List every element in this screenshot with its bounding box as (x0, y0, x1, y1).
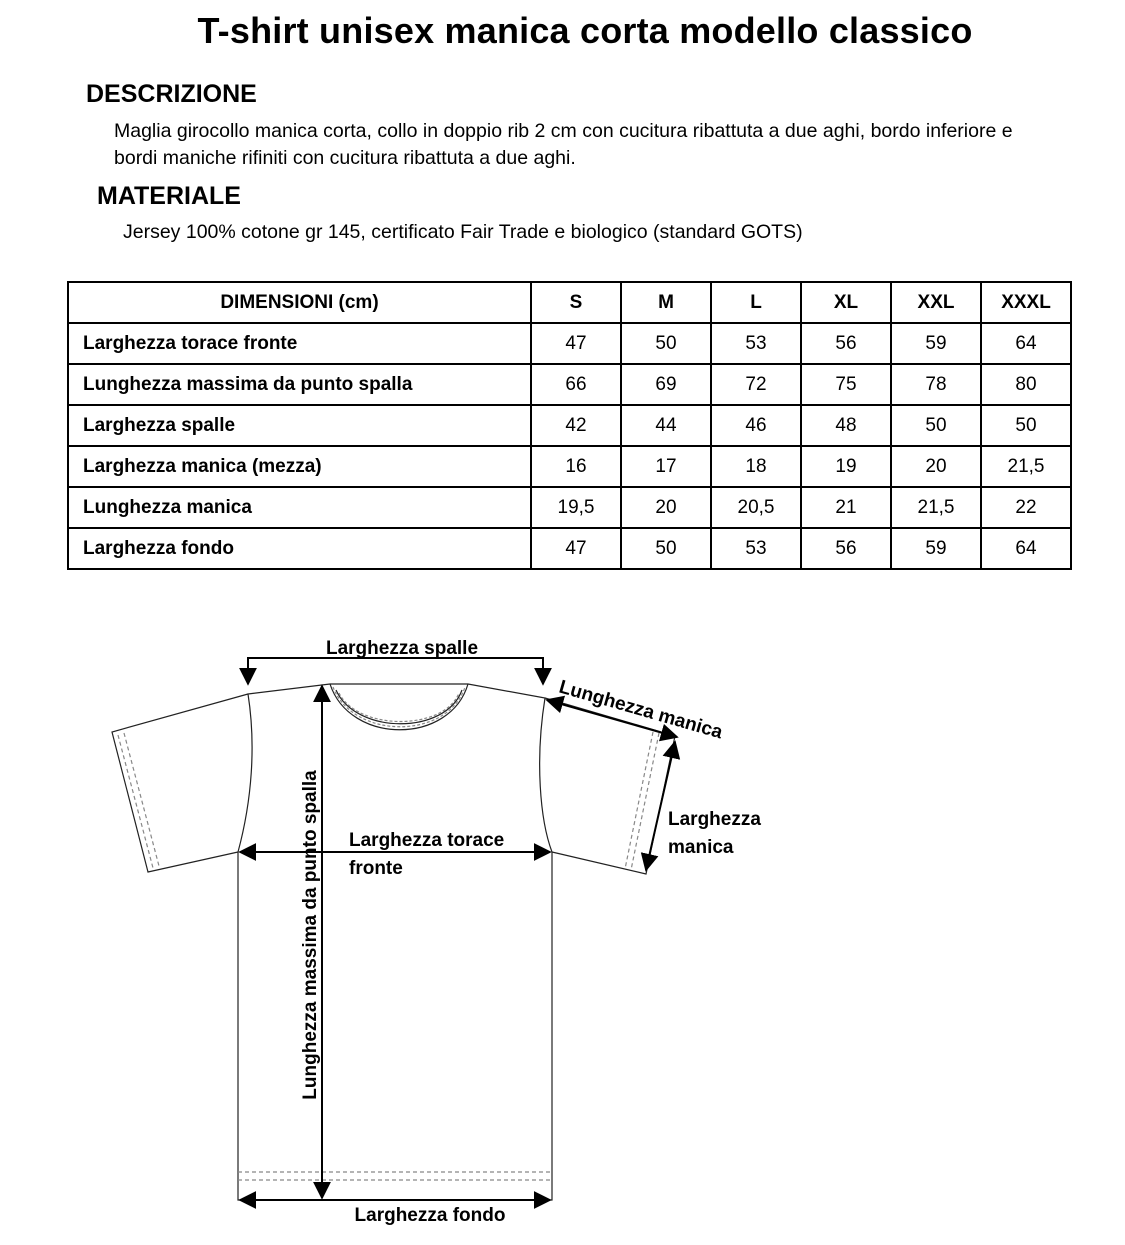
table-cell: 21 (801, 487, 891, 528)
table-cell: 47 (531, 323, 621, 364)
collar-stitch-1 (333, 687, 465, 727)
row-label: Lunghezza manica (68, 487, 531, 528)
collar-outer (330, 684, 468, 730)
right-sleeve-hem-stitch (631, 733, 659, 870)
table-cell: 78 (891, 364, 981, 405)
table-cell: 18 (711, 446, 801, 487)
collar-inner (336, 690, 462, 724)
table-cell: 56 (801, 528, 891, 569)
column-header-size: L (711, 282, 801, 323)
table-row (68, 364, 1071, 405)
tshirt-measurement-diagram (0, 600, 1125, 1240)
table-cell: 17 (621, 446, 711, 487)
description-text: Maglia girocollo manica corta, collo in doppio rib 2 cm con cucitura ribattuta a due aghi, bordo inferiore e bordi maniche rifiniti con cucitura ribattuta a due aghi. (114, 120, 1013, 169)
column-header-size: XL (801, 282, 891, 323)
sleeve-width-label-line1: Larghezza (668, 809, 761, 830)
sleeve-width-label-line2: manica (668, 837, 734, 858)
table-cell: 80 (981, 364, 1071, 405)
bottom-width-label: Larghezza fondo (354, 1205, 506, 1226)
shoulder-width-arrow (248, 658, 543, 684)
row-label: Larghezza spalle (68, 405, 531, 446)
max-length-label: Lunghezza massima da punto spalla (300, 770, 321, 1100)
table-row (68, 323, 1071, 364)
table-cell: 56 (801, 323, 891, 364)
table-cell: 72 (711, 364, 801, 405)
table-cell: 46 (711, 405, 801, 446)
right-sleeve-hem-stitch (625, 732, 653, 869)
tshirt-body-outline (238, 684, 552, 1200)
column-header-dimensions: DIMENSIONI (cm) (68, 282, 531, 323)
material-text: Jersey 100% cotone gr 145, certificato Fair Trade e biologico (standard GOTS) (123, 221, 803, 243)
row-label: Larghezza fondo (68, 528, 531, 569)
shoulder-width-label: Larghezza spalle (325, 638, 479, 659)
collar-stitch-2 (339, 693, 459, 722)
table-cell: 64 (981, 323, 1071, 364)
table-cell: 19 (801, 446, 891, 487)
row-label: Lunghezza massima da punto spalla (68, 364, 531, 405)
table-row (68, 528, 1071, 569)
table-cell: 44 (621, 405, 711, 446)
size-table (67, 281, 1072, 570)
column-header-size: M (621, 282, 711, 323)
table-cell: 53 (711, 528, 801, 569)
table-cell: 20 (621, 487, 711, 528)
table-cell: 21,5 (981, 446, 1071, 487)
table-cell: 50 (891, 405, 981, 446)
material-heading: MATERIALE (97, 182, 241, 210)
table-cell: 64 (981, 528, 1071, 569)
table-cell: 22 (981, 487, 1071, 528)
sleeve-length-label: Lunghezza manica (556, 676, 725, 744)
table-cell: 75 (801, 364, 891, 405)
column-header-size: XXXL (981, 282, 1071, 323)
table-cell: 59 (891, 323, 981, 364)
chest-width-label-line1: Larghezza torace (349, 830, 505, 851)
table-cell: 69 (621, 364, 711, 405)
table-cell: 19,5 (531, 487, 621, 528)
table-header-row (68, 282, 1071, 323)
table-cell: 47 (531, 528, 621, 569)
page-title: T-shirt unisex manica corta modello classico (197, 10, 973, 51)
table-cell: 50 (981, 405, 1071, 446)
table-row (68, 446, 1071, 487)
table-cell: 50 (621, 528, 711, 569)
column-header-size: XXL (891, 282, 981, 323)
table-cell: 20,5 (711, 487, 801, 528)
row-label: Larghezza torace fronte (68, 323, 531, 364)
table-cell: 21,5 (891, 487, 981, 528)
table-cell: 53 (711, 323, 801, 364)
row-label: Larghezza manica (mezza) (68, 446, 531, 487)
left-sleeve-hem-stitch (118, 735, 153, 868)
table-cell: 20 (891, 446, 981, 487)
table-cell: 59 (891, 528, 981, 569)
table-cell: 66 (531, 364, 621, 405)
table-cell: 50 (621, 323, 711, 364)
table-row (68, 405, 1071, 446)
description-heading: DESCRIZIONE (86, 80, 257, 108)
left-sleeve-outline (112, 694, 248, 872)
table-row (68, 487, 1071, 528)
tshirt-outline (112, 684, 675, 1200)
table-cell: 16 (531, 446, 621, 487)
column-header-size: S (531, 282, 621, 323)
table-cell: 42 (531, 405, 621, 446)
chest-width-label-line2: fronte (349, 858, 403, 879)
table-cell: 48 (801, 405, 891, 446)
